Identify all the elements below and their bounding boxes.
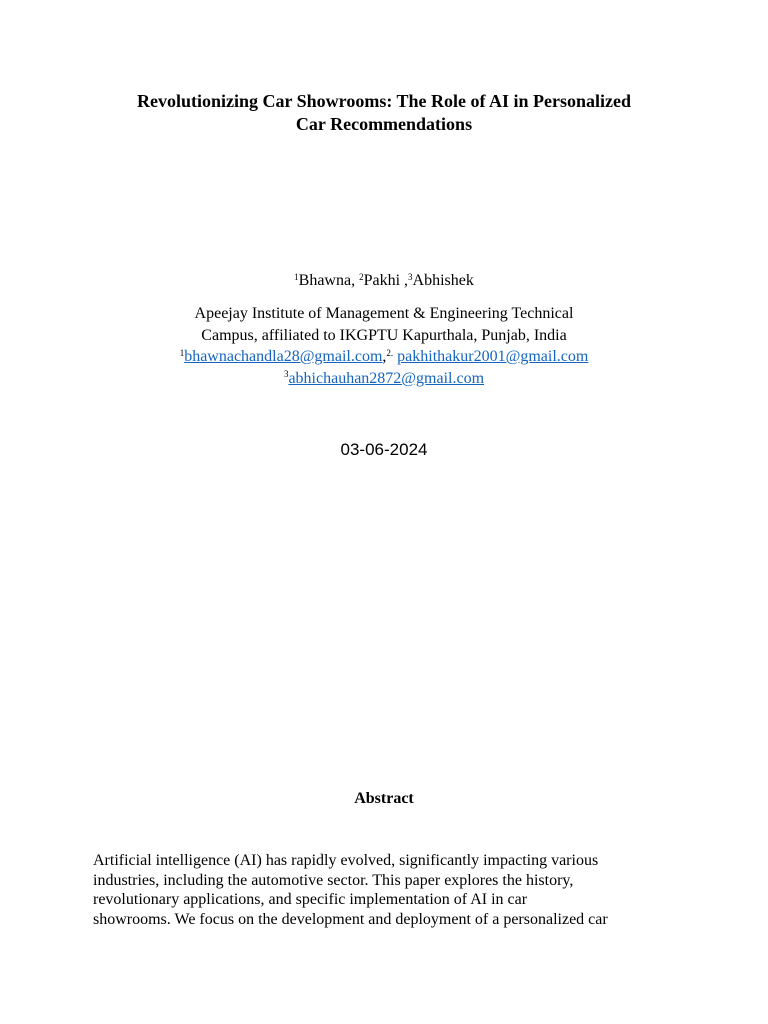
email-2-marker: 2. <box>386 347 394 358</box>
abstract-line: Artificial intelligence (AI) has rapidly evolved, significantly impacting various <box>93 852 599 869</box>
title-line-2: Car Recommendations <box>295 114 473 134</box>
author-3-name: Abhishek <box>412 272 474 289</box>
email-3-marker: 3 <box>283 369 289 380</box>
abstract-line: showrooms. We focus on the development and deployment of a personalized car <box>93 910 608 928</box>
affiliation-block <box>84 303 684 389</box>
title-line-1: Revolutionizing Car Showrooms: The Role of AI in Personalized <box>136 91 631 111</box>
email-link-1[interactable]: bhawnachandla28@gmail.com <box>184 348 383 365</box>
publication-date: 03-06-2024 <box>340 440 428 459</box>
author-list <box>84 271 684 291</box>
abstract-heading: Abstract <box>354 790 414 807</box>
author-2-marker: 2 <box>359 271 364 282</box>
email-line-2 <box>84 368 684 390</box>
email-link-2[interactable]: pakhithakur2001@gmail.com <box>397 348 589 365</box>
abstract-line: industries, including the automotive sector. This paper explores the history, <box>93 871 574 889</box>
abstract-line: revolutionary applications, and specific implementation of AI in car <box>93 891 528 908</box>
affiliation-line-1: Apeejay Institute of Management & Engineering Technical <box>194 305 574 322</box>
paper-title <box>84 90 684 136</box>
author-2-name: Pakhi , <box>363 272 409 289</box>
abstract-body <box>93 851 693 929</box>
email-1-marker: 1 <box>179 347 185 358</box>
author-1-marker: 1 <box>294 271 299 282</box>
email-link-3[interactable]: abhichauhan2872@gmail.com <box>288 369 485 387</box>
email-line-1 <box>84 346 684 368</box>
author-3-marker: 3 <box>408 271 413 282</box>
author-1-name: Bhawna, <box>298 272 360 289</box>
affiliation-line-2: Campus, affiliated to IKGPTU Kapurthala, Punjab, India <box>201 326 567 344</box>
email-separator: , <box>382 348 387 365</box>
